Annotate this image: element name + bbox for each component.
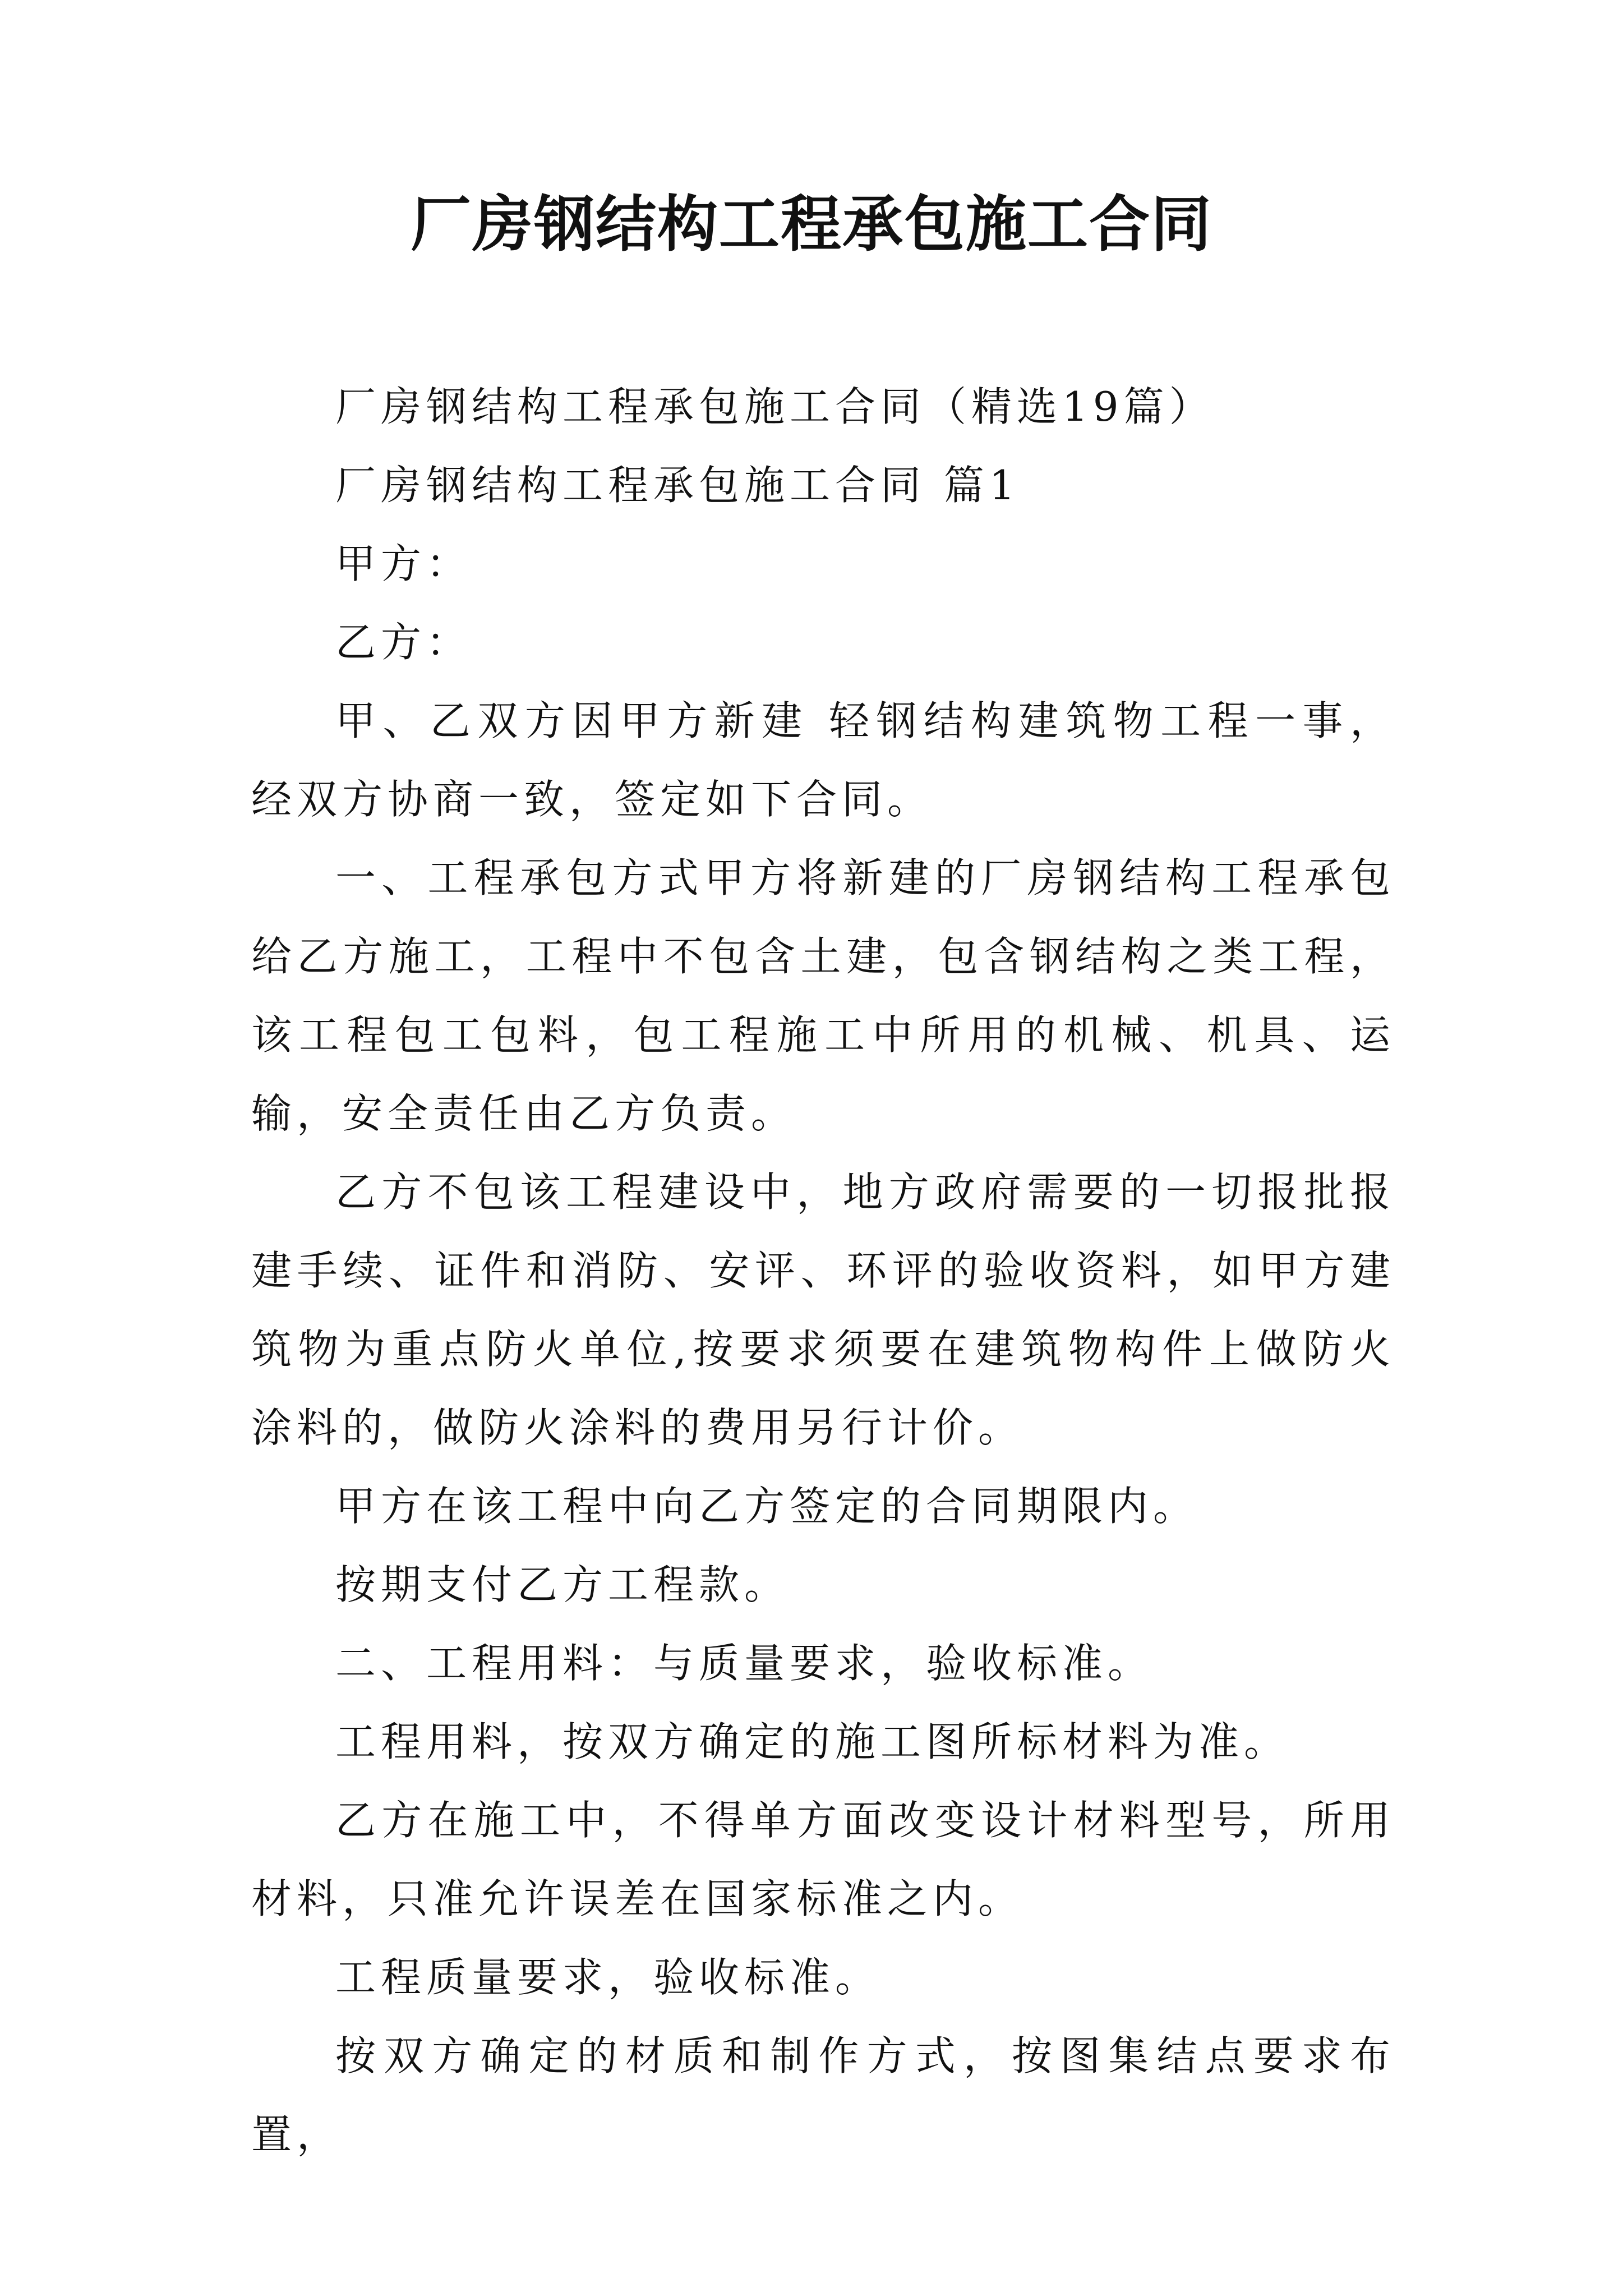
paragraph-section-heading: 厂房钢结构工程承包施工合同 篇1 [335,462,1020,509]
document-title: 厂房钢结构工程承包施工合同 [410,189,1212,260]
paragraph: 乙方在施工中，不得单方面改变设计材料型号，所用材料，只准允许误差在国家标准之内。 [251,1797,1395,1922]
paragraph: 甲方在该工程中向乙方签定的合同期限内。 [335,1483,1199,1530]
paragraph: 工程用料，按双方确定的施工图所标材料为准。 [335,1718,1290,1765]
paragraph: 甲、乙双方因甲方新建 轻钢结构建筑物工程一事，经双方协商一致，签定如下合同。 [251,697,1395,823]
paragraph: 工程质量要求，验收标准。 [335,1954,881,2001]
paragraph-subtitle: 厂房钢结构工程承包施工合同（精选19篇） [335,383,1215,430]
paragraph: 按双方确定的材质和制作方式，按图集结点要求布置， [251,2032,1395,2158]
document-body [251,367,1395,2174]
paragraph: 乙方不包该工程建设中，地方政府需要的一切报批报建手续、证件和消防、安评、环评的验收资料，如甲方建筑物为重点防火单位,按要求须要在建筑物构件上做防火涂料的，做防火涂料的费用另行计价。 [251,1168,1395,1451]
paragraph: 按期支付乙方工程款。 [335,1561,790,1608]
paragraph-party-a: 甲方： [335,540,472,587]
paragraph: 一、工程承包方式甲方将新建的厂房钢结构工程承包给乙方施工，工程中不包含土建，包含钢结构之类工程，该工程包工包料，包工程施工中所用的机械、机具、运输，安全责任由乙方负责。 [251,854,1395,1137]
paragraph-party-b: 乙方： [335,619,472,666]
paragraph: 二、工程用料：与质量要求，验收标准。 [335,1640,1154,1687]
